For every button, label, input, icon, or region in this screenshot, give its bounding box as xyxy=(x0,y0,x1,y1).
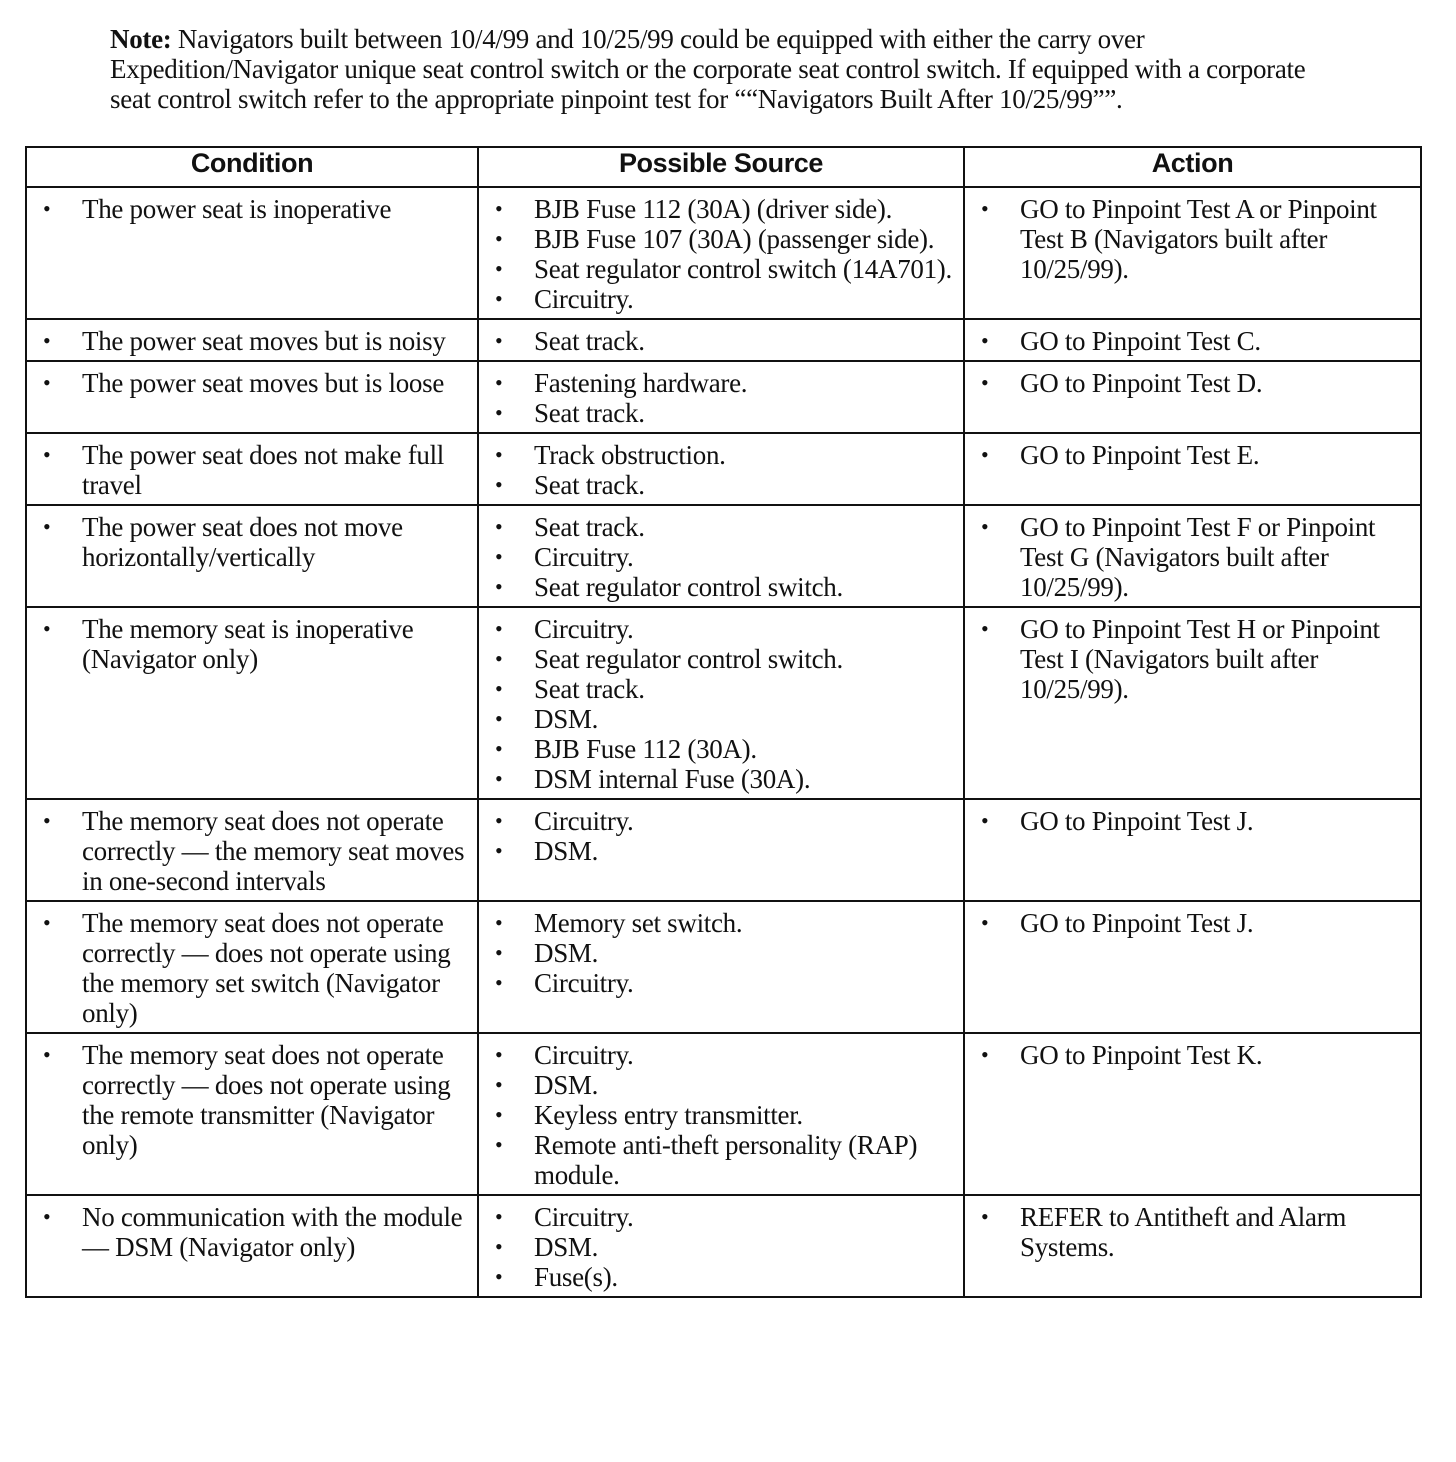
condition-cell xyxy=(26,799,478,901)
possible-source-item: • Circuitry. xyxy=(489,1040,955,1070)
table-row xyxy=(26,319,1421,361)
possible-source-cell xyxy=(478,319,964,361)
condition-text: • No communication with the module — DSM (Navigator only) xyxy=(37,1202,469,1262)
action-text: • GO to Pinpoint Test K. xyxy=(975,1040,1412,1070)
action-list xyxy=(975,806,1412,836)
possible-source-cell xyxy=(478,1033,964,1195)
action-cell xyxy=(964,901,1421,1033)
possible-source-item: • Seat track. xyxy=(489,398,955,428)
possible-source-item: • Circuitry. xyxy=(489,806,955,836)
possible-source-item: • DSM. xyxy=(489,836,955,866)
possible-source-item: • Remote anti-theft personality (RAP) module. xyxy=(489,1130,955,1190)
table-row xyxy=(26,505,1421,607)
note-text: Navigators built between 10/4/99 and 10/25/99 could be equipped with either the carry over Expedition/Navigator unique seat control switch or the corporate seat control switch. If equipped with a corporate seat control switch refer to the appropriate pinpoint test for ““Navigators Built After 10/25/99””. xyxy=(110,24,1306,114)
condition-text: • The memory seat does not operate correctly — the memory seat moves in one-second intervals xyxy=(37,806,469,896)
action-text: • GO to Pinpoint Test J. xyxy=(975,806,1412,836)
possible-source-item: • Seat track. xyxy=(489,674,955,704)
condition-list xyxy=(37,194,469,224)
action-list xyxy=(975,614,1412,704)
possible-source-item: • DSM. xyxy=(489,938,955,968)
condition-cell xyxy=(26,505,478,607)
table-header-row xyxy=(26,147,1421,187)
possible-source-cell xyxy=(478,361,964,433)
condition-text: • The power seat moves but is noisy xyxy=(37,326,469,356)
possible-source-list xyxy=(489,1040,955,1190)
action-text: • GO to Pinpoint Test C. xyxy=(975,326,1412,356)
condition-list xyxy=(37,614,469,674)
possible-source-item: • DSM. xyxy=(489,1070,955,1100)
possible-source-item: • Memory set switch. xyxy=(489,908,955,938)
possible-source-item: • DSM. xyxy=(489,704,955,734)
possible-source-list xyxy=(489,326,955,356)
condition-cell xyxy=(26,187,478,319)
condition-list xyxy=(37,368,469,398)
possible-source-item: • Track obstruction. xyxy=(489,440,955,470)
condition-cell xyxy=(26,433,478,505)
condition-list xyxy=(37,908,469,1028)
possible-source-item: • DSM. xyxy=(489,1232,955,1262)
condition-list xyxy=(37,512,469,572)
table-row xyxy=(26,433,1421,505)
possible-source-item: • Seat track. xyxy=(489,512,955,542)
condition-list xyxy=(37,806,469,896)
possible-source-list xyxy=(489,368,955,428)
condition-cell xyxy=(26,361,478,433)
action-list xyxy=(975,512,1412,602)
condition-cell xyxy=(26,901,478,1033)
action-cell xyxy=(964,505,1421,607)
possible-source-cell xyxy=(478,187,964,319)
possible-source-cell xyxy=(478,1195,964,1297)
action-cell xyxy=(964,1033,1421,1195)
action-cell xyxy=(964,799,1421,901)
possible-source-cell xyxy=(478,607,964,799)
possible-source-item: • Circuitry. xyxy=(489,614,955,644)
possible-source-item: • Seat regulator control switch. xyxy=(489,644,955,674)
condition-cell xyxy=(26,607,478,799)
possible-source-item: • Seat regulator control switch (14A701). xyxy=(489,254,955,284)
table-body xyxy=(26,187,1421,1297)
possible-source-item: • Seat track. xyxy=(489,326,955,356)
action-text: • GO to Pinpoint Test D. xyxy=(975,368,1412,398)
condition-text: • The memory seat is inoperative (Navigator only) xyxy=(37,614,469,674)
table-row xyxy=(26,901,1421,1033)
possible-source-list xyxy=(489,440,955,500)
possible-source-item: • Seat track. xyxy=(489,470,955,500)
possible-source-item: • Circuitry. xyxy=(489,1202,955,1232)
possible-source-cell xyxy=(478,505,964,607)
possible-source-item: • BJB Fuse 112 (30A) (driver side). xyxy=(489,194,955,224)
header-action: Action xyxy=(964,147,1421,187)
table-row xyxy=(26,187,1421,319)
action-list xyxy=(975,194,1412,284)
note-label: Note: xyxy=(110,24,172,54)
possible-source-item: • BJB Fuse 112 (30A). xyxy=(489,734,955,764)
condition-cell xyxy=(26,1033,478,1195)
condition-text: • The memory seat does not operate correctly — does not operate using the remote transmitter (Navigator only) xyxy=(37,1040,469,1160)
possible-source-item: • Fuse(s). xyxy=(489,1262,955,1292)
symptom-chart-table xyxy=(25,146,1422,1298)
possible-source-list xyxy=(489,194,955,314)
action-list xyxy=(975,368,1412,398)
condition-cell xyxy=(26,319,478,361)
condition-text: • The memory seat does not operate correctly — does not operate using the memory set switch (Navigator only) xyxy=(37,908,469,1028)
table-row xyxy=(26,799,1421,901)
action-list xyxy=(975,440,1412,470)
possible-source-item: • DSM internal Fuse (30A). xyxy=(489,764,955,794)
table-row xyxy=(26,1195,1421,1297)
possible-source-list xyxy=(489,806,955,866)
possible-source-item: • Fastening hardware. xyxy=(489,368,955,398)
table-row xyxy=(26,361,1421,433)
possible-source-cell xyxy=(478,799,964,901)
action-list xyxy=(975,908,1412,938)
possible-source-item: • Keyless entry transmitter. xyxy=(489,1100,955,1130)
condition-cell xyxy=(26,1195,478,1297)
condition-list xyxy=(37,1202,469,1262)
action-text: • REFER to Antitheft and Alarm Systems. xyxy=(975,1202,1412,1262)
table-row xyxy=(26,607,1421,799)
action-list xyxy=(975,1202,1412,1262)
table-row xyxy=(26,1033,1421,1195)
possible-source-item: • Circuitry. xyxy=(489,968,955,998)
possible-source-list xyxy=(489,512,955,602)
possible-source-item: • Circuitry. xyxy=(489,284,955,314)
action-text: • GO to Pinpoint Test F or Pinpoint Test G (Navigators built after 10/25/99). xyxy=(975,512,1412,602)
note-paragraph xyxy=(110,24,1330,114)
action-cell xyxy=(964,433,1421,505)
condition-text: • The power seat does not make full travel xyxy=(37,440,469,500)
action-list xyxy=(975,1040,1412,1070)
action-text: • GO to Pinpoint Test H or Pinpoint Test I (Navigators built after 10/25/99). xyxy=(975,614,1412,704)
action-cell xyxy=(964,361,1421,433)
possible-source-item: • BJB Fuse 107 (30A) (passenger side). xyxy=(489,224,955,254)
condition-text: • The power seat does not move horizontally/vertically xyxy=(37,512,469,572)
condition-list xyxy=(37,440,469,500)
action-cell xyxy=(964,187,1421,319)
possible-source-cell xyxy=(478,901,964,1033)
possible-source-item: • Circuitry. xyxy=(489,542,955,572)
action-text: • GO to Pinpoint Test A or Pinpoint Test B (Navigators built after 10/25/99). xyxy=(975,194,1412,284)
action-text: • GO to Pinpoint Test E. xyxy=(975,440,1412,470)
condition-list xyxy=(37,326,469,356)
condition-list xyxy=(37,1040,469,1160)
possible-source-list xyxy=(489,1202,955,1292)
possible-source-list xyxy=(489,908,955,998)
condition-text: • The power seat is inoperative xyxy=(37,194,469,224)
possible-source-item: • Seat regulator control switch. xyxy=(489,572,955,602)
possible-source-list xyxy=(489,614,955,794)
action-cell xyxy=(964,1195,1421,1297)
action-cell xyxy=(964,319,1421,361)
header-possible-source: Possible Source xyxy=(478,147,964,187)
action-list xyxy=(975,326,1412,356)
possible-source-cell xyxy=(478,433,964,505)
condition-text: • The power seat moves but is loose xyxy=(37,368,469,398)
header-condition: Condition xyxy=(26,147,478,187)
action-text: • GO to Pinpoint Test J. xyxy=(975,908,1412,938)
action-cell xyxy=(964,607,1421,799)
